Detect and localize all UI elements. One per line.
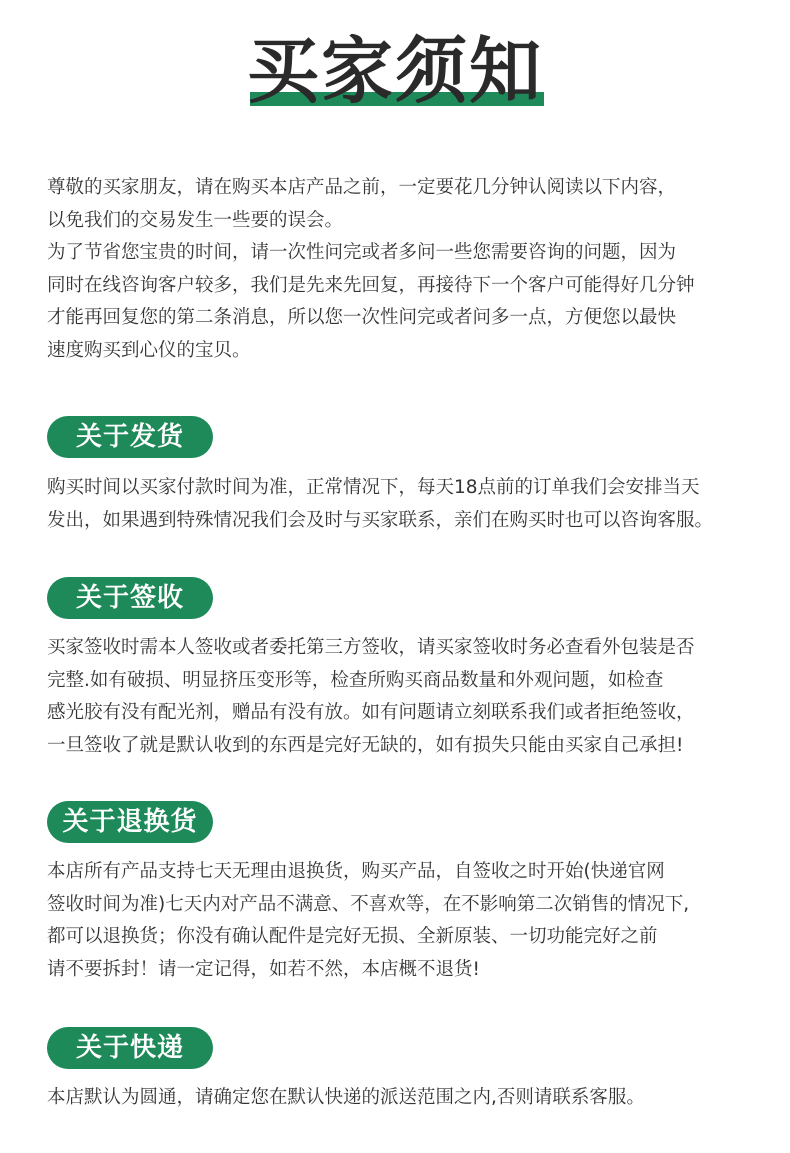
intro-line: 为了节省您宝贵的时间，请一次性问完或者多问一些您需要咨询的问题，因为: [47, 242, 677, 263]
intro-line: 速度购买到心仪的宝贝。: [47, 339, 251, 361]
section-body-shipping: [47, 472, 777, 537]
intro-line: 以免我们的交易发生一些要的误会。: [47, 209, 344, 231]
section-heading-shipping: 关于发货: [47, 416, 213, 458]
section-body-returns: [47, 856, 777, 986]
page-header: [0, 28, 790, 118]
body-line: 发出，如果遇到特殊情况我们会及时与买家联系，亲们在购买时也可以咨询客服。: [47, 509, 714, 531]
intro-line: 同时在线咨询客户较多，我们是先来先回复，再接待下一个客户可能得好几分钟: [47, 274, 695, 296]
section-heading-returns: 关于退换货: [47, 801, 213, 843]
body-line: 感光胶有没有配光剂，赠品有没有放。如有问题请立刻联系我们或者拒绝签收，: [47, 702, 695, 723]
body-line: 一旦签收了就是默认收到的东西是完好无缺的，如有损失只能由买家自己承担!: [47, 734, 684, 756]
body-line: 完整.如有破损、明显挤压变形等，检查所购买商品数量和外观问题，如检查: [47, 669, 664, 691]
section-body-receipt: [47, 632, 777, 762]
body-line: 买家签收时需本人签收或者委托第三方签收，请买家签收时务必查看外包装是否: [47, 637, 695, 658]
intro-paragraph: [47, 172, 777, 367]
section-heading-receipt: 关于签收: [47, 577, 213, 619]
body-line: 购买时间以买家付款时间为准，正常情况下，每天18点前的订单我们会安排当天: [47, 477, 700, 498]
body-line: 都可以退换货；你没有确认配件是完好无损、全新原装、一切功能完好之前: [47, 926, 658, 947]
section-heading-courier: 关于快递: [47, 1027, 213, 1069]
page-title: 买家须知: [246, 29, 543, 113]
intro-line: 尊敬的买家朋友，请在购买本店产品之前，一定要花几分钟认阅读以下内容，: [47, 177, 677, 198]
body-line: 本店默认为圆通，请确定您在默认快递的派送范围之内,否则请联系客服。: [47, 1087, 645, 1108]
body-line: 本店所有产品支持七天无理由退换货，购买产品，自签收之时开始(快递官网: [47, 861, 665, 882]
section-body-courier: [47, 1082, 777, 1115]
body-line: 请不要拆封！请一定记得，如若不然，本店概不退货!: [47, 958, 480, 980]
body-line: 签收时间为准)七天内对产品不满意、不喜欢等，在不影响第二次销售的情况下,: [47, 893, 690, 915]
intro-line: 才能再回复您的第二条消息，所以您一次性问完或者问多一点，方便您以最快: [47, 307, 677, 328]
